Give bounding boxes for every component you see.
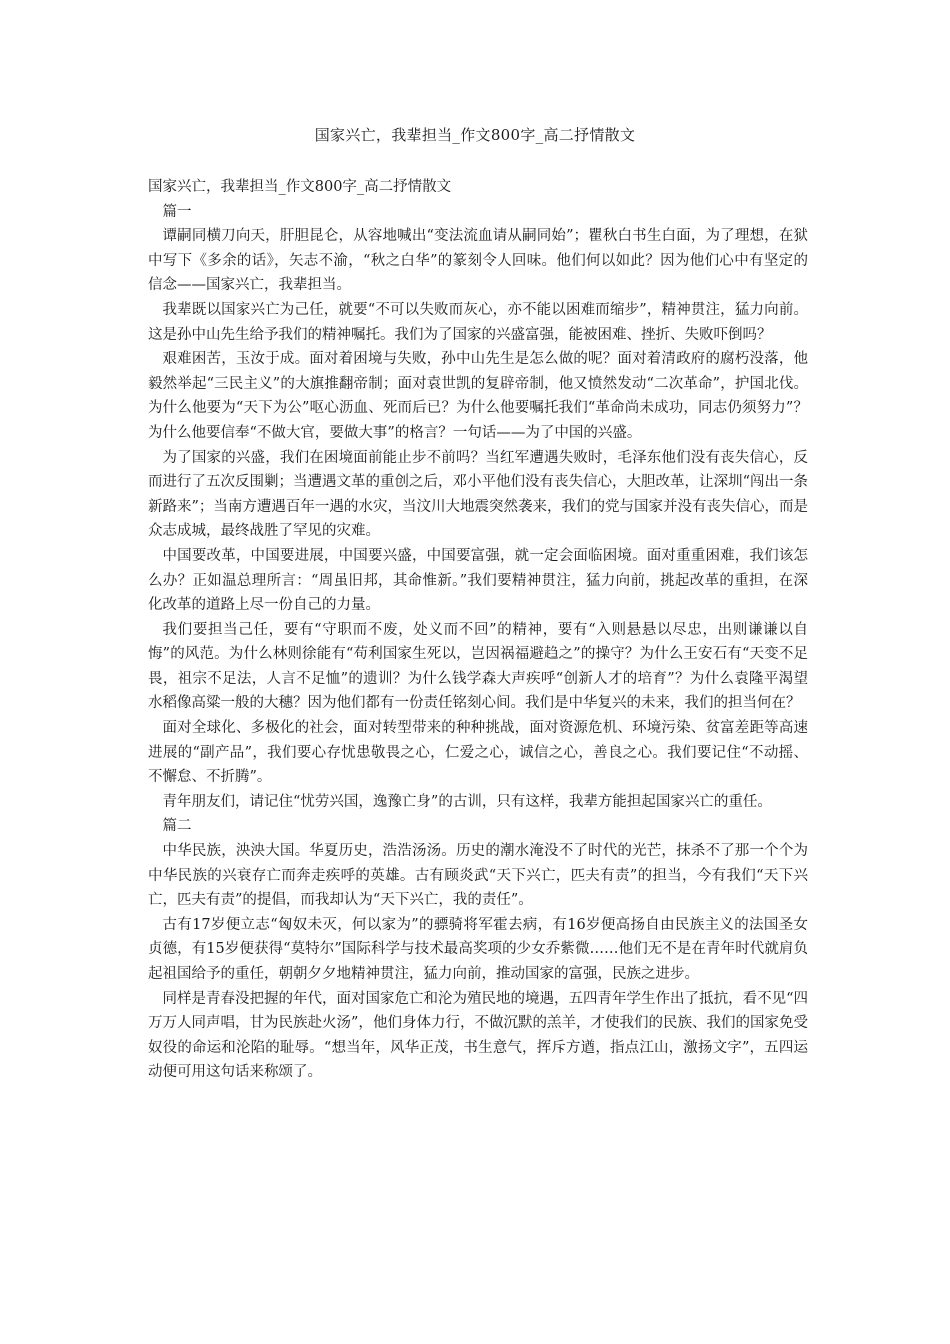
page-title: 国家兴亡，我辈担当_作文800字_高二抒情散文 — [314, 126, 636, 144]
section-label-1: 篇一 — [162, 203, 192, 220]
paragraph: 中国要改革，中国要进展，中国要兴盛，中国要富强，就一定会面临困境。面对重重困难，我们该怎么办？正如温总理所言：“周虽旧邦，其命惟新。”我们要精神贯注，猛力向前，挑起改革的重担，在深化改革的道路上尽一份自己的力量。 — [148, 547, 808, 614]
paragraph: 艰难困苦，玉汝于成。面对着困境与失败，孙中山先生是怎么做的呢？面对着清政府的腐朽没落，他毅然举起“三民主义”的大旗推翻帝制；面对袁世凯的复辟帝制，他又愤然发动“二次革命”，护国北伐。为什么他要为“天下为公”呕心沥血、死而后已？为什么他要嘱托我们“革命尚未成功，同志仍须努力”？为什么他要信奉“不做大官，要做大事”的格言？一句话——为了中国的兴盛。 — [148, 351, 808, 441]
paragraph: 同样是青春没把握的年代，面对国家危亡和沦为殖民地的境遇，五四青年学生作出了抵抗，看不见“四万万人同声唱，甘为民族赴火汤”，他们身体力行，不做沉默的羔羊，才使我们的民族、我们的国家免受奴役的命运和沦陷的耻辱。“想当年，风华正茂，书生意气，挥斥方遒，指点江山，激扬文字”，五四运动便可用这句话来称颂了。 — [148, 990, 808, 1081]
paragraph: 面对全球化、多极化的社会，面对转型带来的种种挑战，面对资源危机、环境污染、贫富差距等高速进展的“副产品”，我们要心存忧患敬畏之心，仁爱之心，诚信之心，善良之心。我们要记住“不动摇、不懈怠、不折腾”。 — [148, 720, 808, 786]
paragraph: 我们要担当己任，要有“守职而不废，处义而不回”的精神，要有“入则悬悬以尽忠，出则谦谦以自悔”的风范。为什么林则徐能有“苟利国家生死以，岂因祸福避趋之”的操守？为什么王安石有“天变不足畏，祖宗不足法，人言不足恤”的遗训？为什么钱学森大声疾呼“创新人才的培育”？为什么袁隆平渴望水稻像高粱一般的大穗？因为他们都有一份责任铭刻心间。我们是中华复兴的未来，我们的担当何在？ — [148, 621, 808, 712]
document-body — [148, 175, 808, 1085]
paragraph: 青年朋友们，请记住“忧劳兴国，逸豫亡身”的古训，只有这样，我辈方能担起国家兴亡的重任。 — [162, 793, 772, 810]
document-heading: 国家兴亡，我辈担当_作文800字_高二抒情散文 — [148, 179, 452, 195]
paragraph: 我辈既以国家兴亡为己任，就要“不可以失败而灰心，亦不能以困难而缩步”，精神贯注，猛力向前。这是孙中山先生给予我们的精神嘱托。我们为了国家的兴盛富强，能被困难、挫折、失败吓倒吗？ — [148, 301, 808, 343]
paragraph: 为了国家的兴盛，我们在困境面前能止步不前吗？当红军遭遇失败时，毛泽东他们没有丧失信心，反而进行了五次反围剿；当遭遇文革的重创之后，邓小平他们没有丧失信心，大胆改革，让深圳“闯出一条新路来”；当南方遭遇百年一遇的水灾，当汶川大地震突然袭来，我们的党与国家并没有丧失信心，而是众志成城，最终战胜了罕见的灾难。 — [148, 449, 808, 540]
paragraph: 谭嗣同横刀向天，肝胆昆仑，从容地喊出“变法流血请从嗣同始”；瞿秋白书生白面，为了理想，在狱中写下《多余的话》，矢志不渝，“秋之白华”的篆刻令人回味。他们何以如此？因为他们心中有坚定的信念——国家兴亡，我辈担当。 — [148, 228, 808, 294]
section-label-2: 篇二 — [162, 818, 192, 835]
paragraph: 古有17岁便立志“匈奴未灭，何以家为”的骠骑将军霍去病，有16岁便高扬自由民族主义的法国圣女贞德，有15岁便获得“莫特尔”国际科学与技术最高奖项的少女乔紫微……他们无不是在青年时代就肩负起祖国给予的重任，朝朝夕夕地精神贯注，猛力向前，推动国家的富强，民族之进步。 — [148, 916, 808, 982]
paragraph: 中华民族，泱泱大国。华夏历史，浩浩汤汤。历史的潮水淹没不了时代的光芒，抹杀不了那一个个为中华民族的兴衰存亡而奔走疾呼的英雄。古有顾炎武“天下兴亡，匹夫有责”的担当，今有我们“天下兴亡，匹夫有责”的提倡，而我却认为“天下兴亡，我的责任”。 — [148, 843, 808, 909]
